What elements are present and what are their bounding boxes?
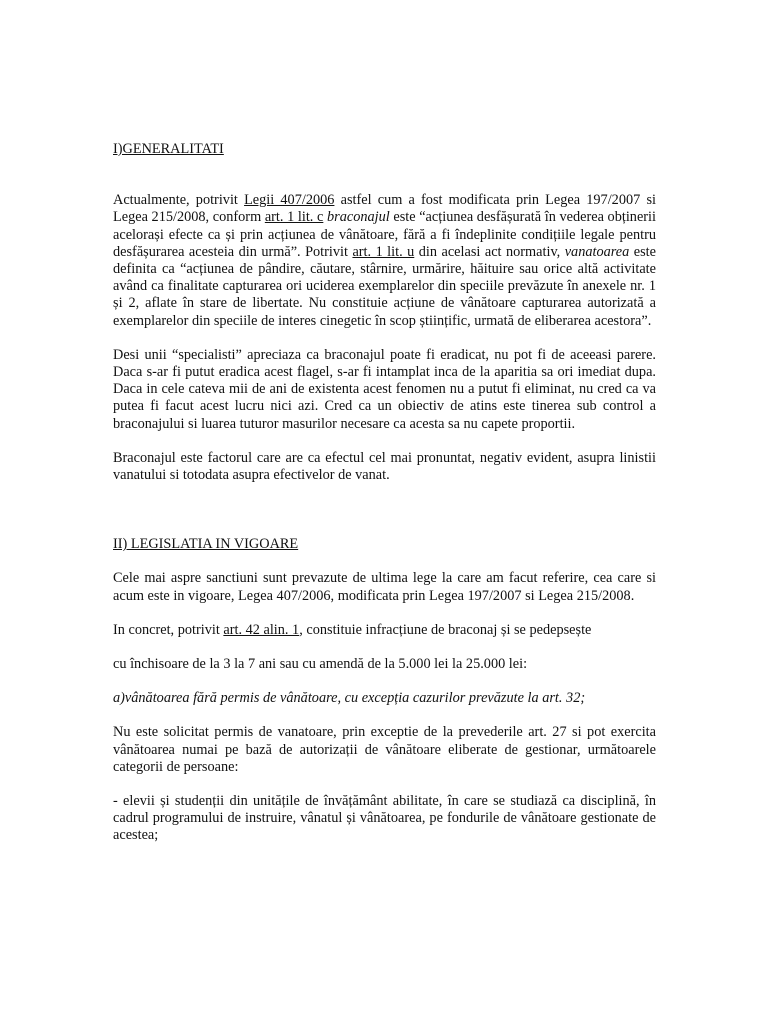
- term-braconajul: braconajul: [326, 209, 390, 226]
- text: din acelasi act normativ,: [414, 243, 565, 260]
- link-art-1-lit-c[interactable]: art. 1 lit. c: [264, 209, 324, 226]
- paragraph-permit-exception: Nu este solicitat permis de vanatoare, prin exceptie de la prevederile art. 27 si pot exercita vânătoarea numai pe bază de autorizații de vânătoare eliberate de gestionar, următoarele categorii de persoane:: [113, 724, 656, 775]
- paragraph-definitions: [113, 192, 656, 330]
- link-legea-407-2006[interactable]: Legii 407/2006: [244, 192, 335, 209]
- text: este “acțiunea desfășurată în vederea obținerii acelorași efecte ca și prin acțiunea de vânătoare, fără a fi îndeplinite condițiile legale pentru desfășurarea acesteia din urmă”. Potrivit: [113, 209, 656, 260]
- section-heading-generalitati: I)GENERALITATI: [113, 141, 224, 157]
- link-art-42-alin-1[interactable]: art. 42 alin. 1: [223, 621, 300, 638]
- text: In concret, potrivit: [113, 621, 224, 638]
- paragraph-penalty: cu închisoare de la 3 la 7 ani sau cu amendă de la 5.000 lei la 25.000 lei:: [113, 656, 528, 673]
- section-heading-legislatia: II) LEGISLATIA IN VIGOARE: [113, 536, 299, 553]
- paragraph-eradication-opinion: Desi unii “specialisti” apreciaza ca braconajul poate fi eradicat, nu pot fi de aceeasi parere. Daca s-ar fi putut eradica acest flagel, s-ar fi intamplat inca de la aparitia sa ori imediat dupa. Daca in cele cateva mii de ani de existenta acest fenomen nu a putut fi eliminat, nu cred ca va putea fi facut acest lucru nici azi. Cred ca un obiectiv de atins este tinerea sub control a braconajului si luarea tuturor masurilor necesare ca acesta sa nu capete proportii.: [113, 346, 656, 432]
- paragraph-offense-a: a)vânătoarea fără permis de vânătoare, cu excepția cazurilor prevăzute la art. 32;: [113, 690, 586, 707]
- paragraph-poaching-effects: Braconajul este factorul care are ca efectul cel mai pronuntat, negativ evident, asupra linistii vanatului si totodata asupra efectivelor de vanat.: [113, 449, 656, 484]
- paragraph-sanctions: Cele mai aspre sanctiuni sunt prevazute de ultima lege la care am facut referire, cea care si acum este in vigoare, Legea 407/2006, modificata prin Legea 197/2007 si Legea 215/2008.: [113, 570, 656, 604]
- text: , constituie infracțiune de braconaj și se pedepsește: [299, 621, 592, 638]
- link-art-1-lit-u[interactable]: art. 1 lit. u: [352, 243, 415, 260]
- list-item-students: - elevii și studenții din unitățile de învățământ abilitate, în care se studiază ca disciplină, în cadrul programului de instruire, vânatul și vânătoarea, pe fondurile de vânătoare gestionate de acestea;: [113, 793, 656, 844]
- term-vanatoarea: vanatoarea: [564, 243, 630, 260]
- text: astfel cum a fost modificata prin Legea 197/2007 si Legea 215/2008, conform: [113, 192, 656, 226]
- paragraph-art-42: [113, 622, 656, 639]
- text: este definita ca “acțiunea de pândire, căutare, stârnire, urmărire, hăituire sau orice altă activitate având ca finalitate capturarea ori uciderea exemplarelor din speciile prevăzute în anexele nr. 1 și 2, aflate în stare de libertate. Nu constituie acțiune de vânătoare capturarea autorizată a exemplarelor din speciile de interes cinegetic în scop științific, urmată de eliberarea acestora”.: [113, 243, 656, 329]
- text: Actualmente, potrivit: [113, 192, 245, 209]
